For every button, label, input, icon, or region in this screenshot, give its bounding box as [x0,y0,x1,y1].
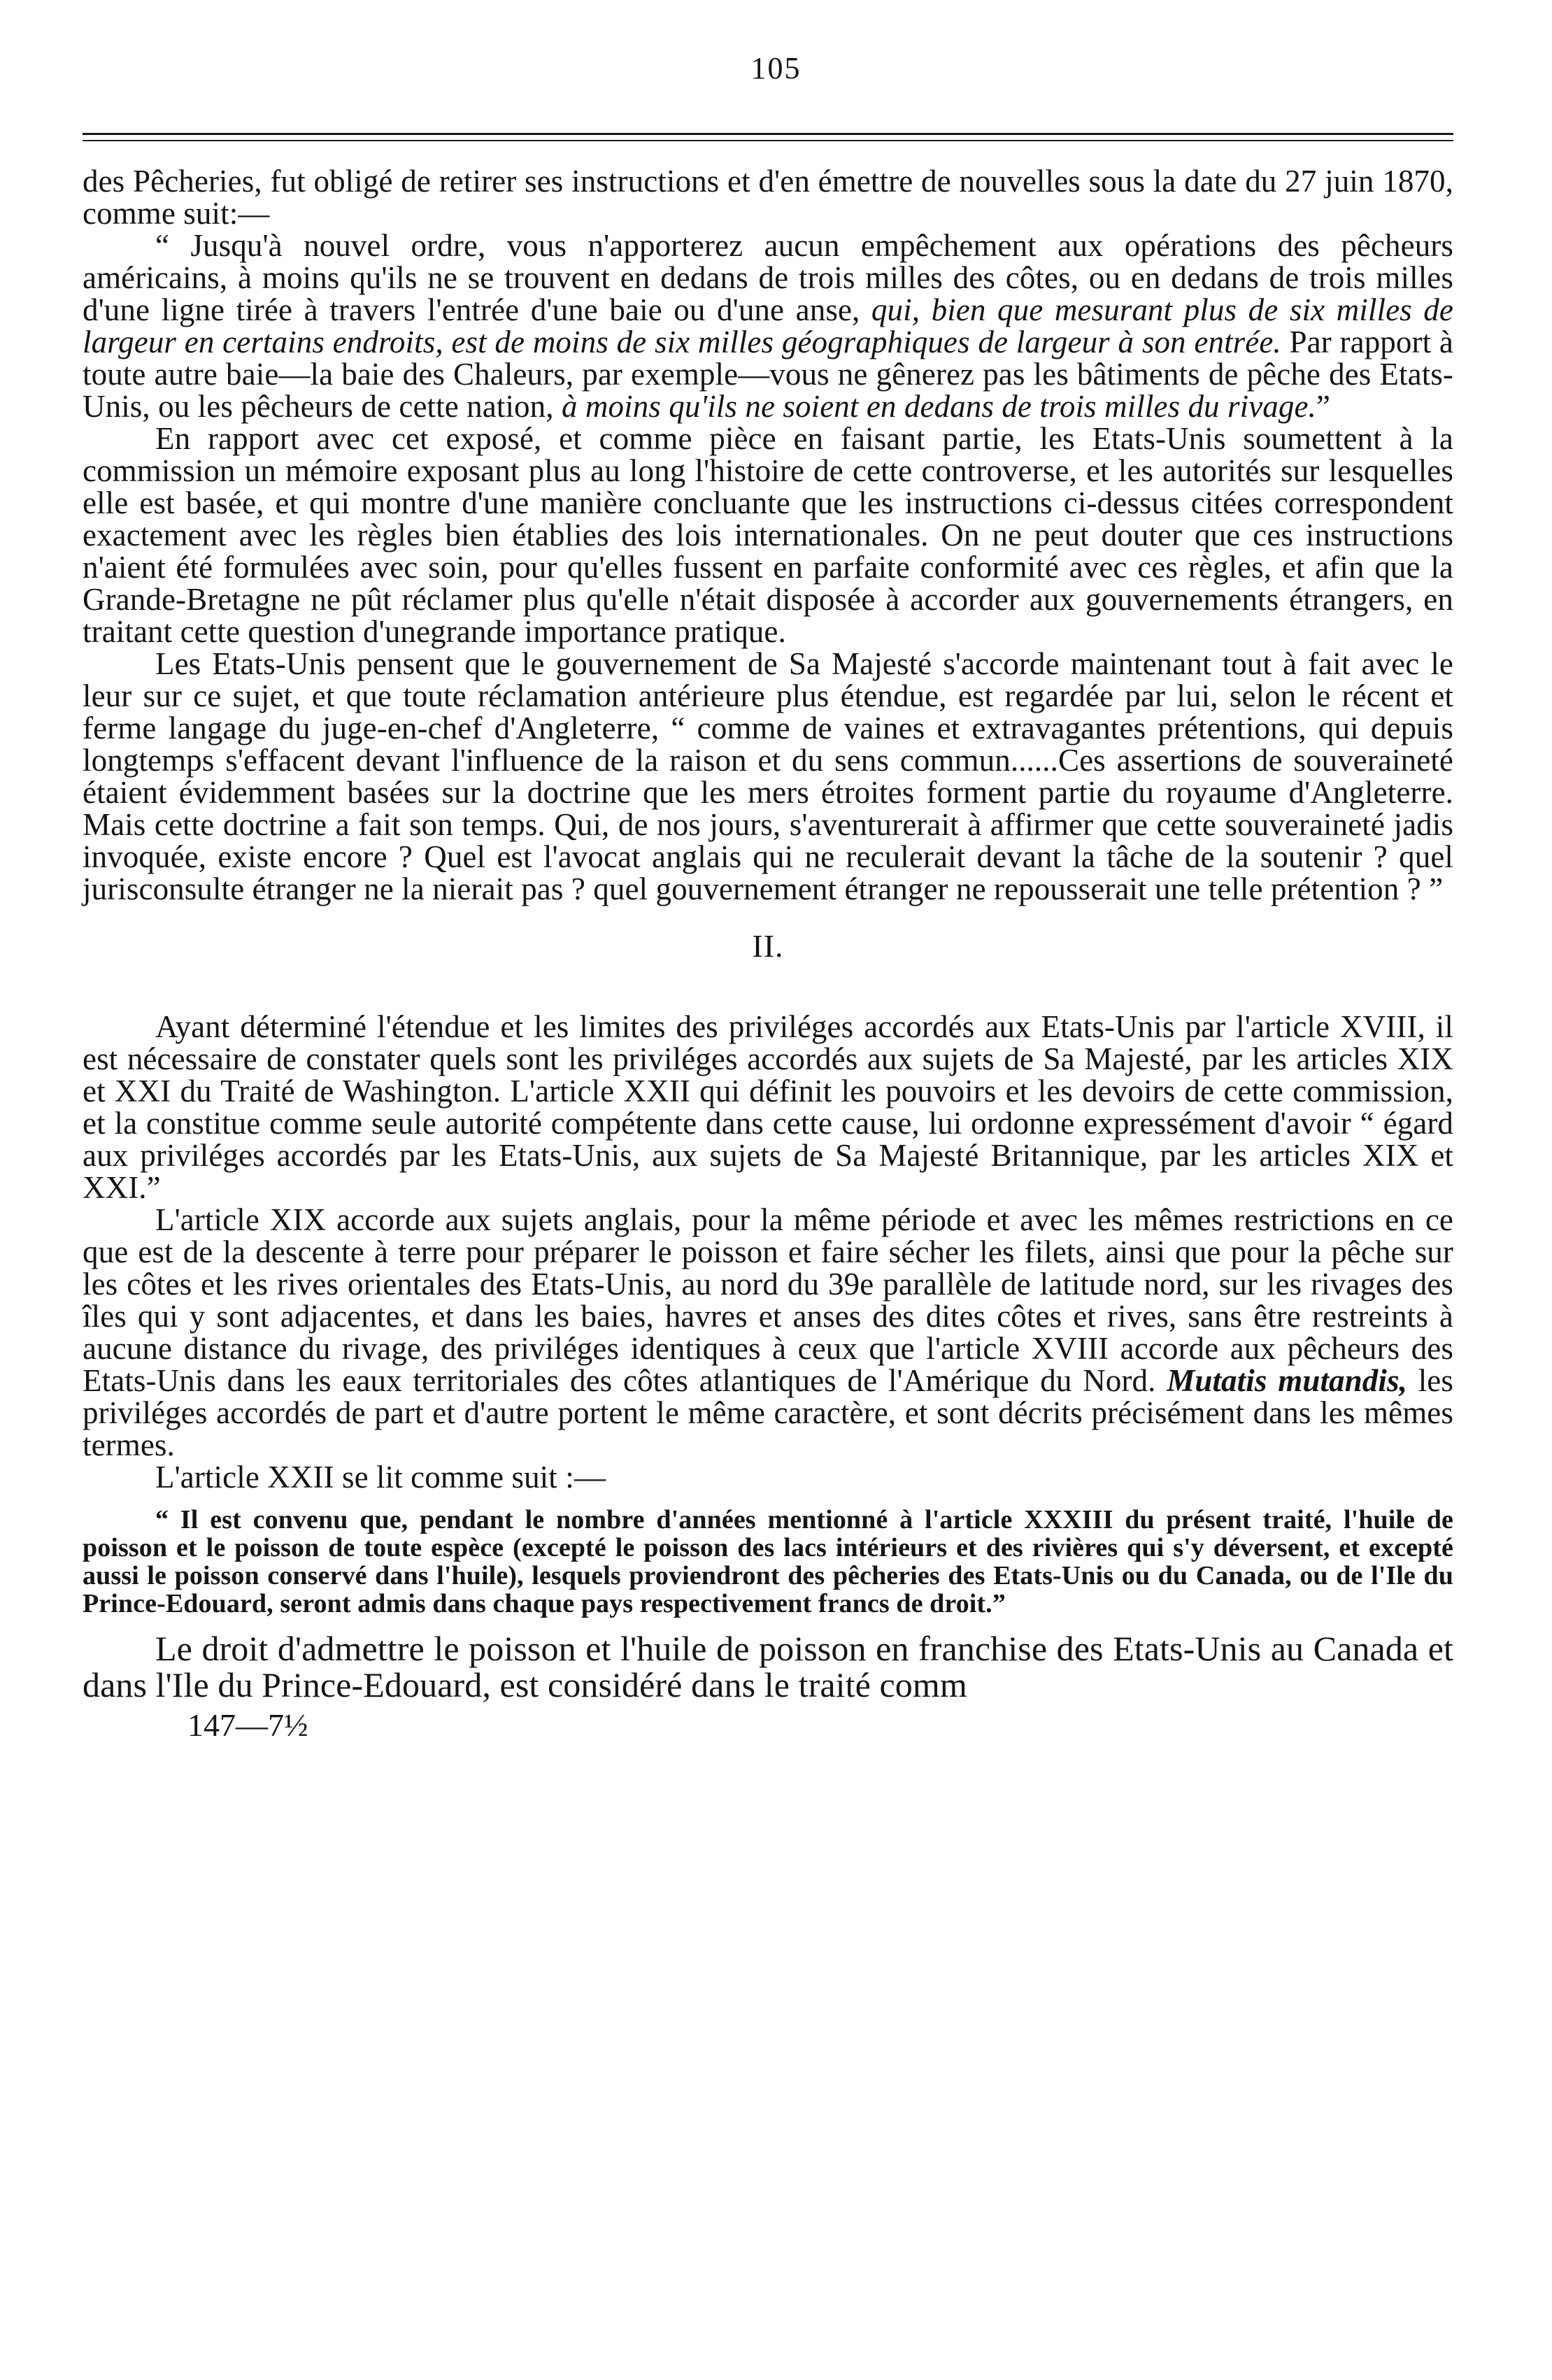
spacer [83,1493,1453,1506]
paragraph-5-end: les priviléges accordés de part et d'autre portent le même caractère, et sont décrits précisément dans les mêmes termes. [83,1363,1453,1462]
paragraph-6: L'article XXII se lit comme suit :— [155,1460,606,1495]
quote-text-start: “ Jusqu'à nouvel ordre, vous n'apporterez aucun empêchement aux opérations des pêcheurs américains, à moins qu'ils ne se trouvent en dedans de trois milles des côtes, ou en dedans de trois milles d'une ligne tirée à travers l'entrée d'une baie ou d'une anse, [83,228,1453,327]
paragraph-2: En rapport avec cet exposé, et comme pièce en faisant partie, les Etats-Unis soumettent à la commission un mémoire exposant plus au long l'histoire de cette controverse, et les autorités sur lesquelles elle est basée, et qui montre d'une manière concluante que les instructions ci-dessus citées correspondent exactement avec les règles bien établies des lois internationales. On ne peut douter que ces instructions n'aient été formulées avec soin, pour qu'elles fussent en parfaite conformité avec ces règles, et afin que la Grande-Bretagne ne pût réclamer plus qu'elle n'était disposée à accorder aux gouvernements étrangers, en traitant cette question d'unegrande importance pratique. [83,421,1453,649]
quote-text-end: ” [1316,389,1330,424]
paragraph-5-start: L'article XIX accorde aux sujets anglais, pour la même période et avec les mêmes restrictions en ce que est de la descente à terre pour préparer le poisson et faire sécher les filets, ainsi que pour la pêche sur les côtes et les rives orientales des Etats-Unis, au nord du 39e parallèle de latitude nord, sur les rivages des îles qui y sont adjacentes, et dans les baies, havres et anses des dites côtes et rives, sans être restreints à aucune distance du rivage, des priviléges identiques à ceux que l'article XVIII accorde aux pêcheurs des Etats-Unis dans les eaux territoriales des côtes atlantiques de l'Amérique du Nord. [83,1202,1453,1398]
quote-italic-2: à moins qu'ils ne soient en dedans de trois milles du rivage. [561,389,1316,424]
quote-italic-1: qui, bien que mesurant plus de six milles de largeur en certains endroits, est de moins de six milles géographiques de largeur à son entrée. [83,292,1453,359]
quote-instructions [83,229,1453,422]
paragraph-3: Les Etats-Unis pensent que le gouvernement de Sa Majesté s'accorde maintenant tout à fait avec le leur sur ce sujet, et que toute réclamation antérieure plus étendue, est regardée par lui, selon le récent et ferme langage du juge-en-chef d'Angleterre, “ comme de vaines et extravagantes prétentions, qui depuis longtemps s'effacent devant l'influence de la raison et du sens commun......Ces assertions de souveraineté étaient évidemment basées sur la doctrine que les mers étroites forment partie du royaume d'Angleterre. Mais cette doctrine a fait son temps. Qui, de nos jours, s'aventurerait à affirmer que cette souveraineté jadis invoquée, existe encore ? Quel est l'avocat anglais qui ne reculerait devant la tâche de la soutenir ? quel jurisconsulte étranger ne la nierait pas ? quel gouvernement étranger ne repousserait une telle prétention ? ” [83,646,1453,906]
paragraph-5-italic: Mutatis mutandis, [1167,1363,1407,1398]
quote-text-middle: Par rapport à toute autre baie—la baie des Chaleurs, par exemple—vous ne gênerez pas les bâtiments de pêche des Etats-Unis, ou les pêcheurs de cette nation, [83,325,1453,424]
treaty-quote: “ Il est convenu que, pendant le nombre d'années mentionné à l'article XXXIII du présent traité, l'huile de poisson et le poisson de toute espèce (excepté le poisson des lacs intérieurs et des rivières qui s'y déversent, et excepté aussi le poisson conservé dans l'huile), lesquels proviendront des pêcheries des Etats-Unis ou du Canada, ou de l'Ile du Prince-Edouard, seront admis dans chaque pays respectivement francs de droit.” [83,1505,1453,1618]
paragraph-4: Ayant déterminé l'étendue et les limites des priviléges accordés aux Etats-Unis par l'article XVIII, il est nécessaire de constater quels sont les priviléges accordés aux sujets de Sa Majesté, par les articles XIX et XXI du Traité de Washington. L'article XXII qui définit les pouvoirs et les devoirs de cette commission, et la constitue comme seule autorité compétente dans cette cause, lui ordonne expressément d'avoir “ égard aux priviléges accordés par les Etats-Unis, aux sujets de Sa Majesté Britannique, par les articles XIX et XXI.” [83,1009,1453,1205]
page-number: 105 [750,51,802,85]
header-rule-bottom [83,140,1453,141]
paragraph-7: Le droit d'admettre le poisson et l'huile de poisson en franchise des Etats-Unis au Canada et dans l'Ile du Prince-Edouard, est considéré dans le traité comm [83,1629,1453,1704]
signature-mark: 147—7½ [187,1707,308,1743]
body-text [83,165,1453,1744]
section-heading: II. [752,928,784,964]
paragraph-5 [83,1204,1453,1461]
header-rule-top [83,133,1453,135]
paragraph-1: des Pêcheries, fut obligé de retirer ses instructions et d'en émettre de nouvelles sous la date du 27 juin 1870, comme suit:— [83,164,1453,231]
